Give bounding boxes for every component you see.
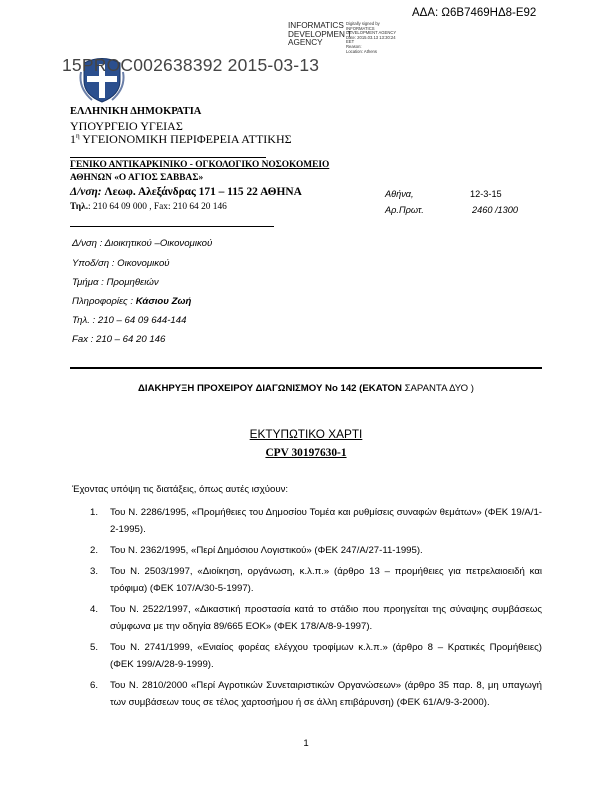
- header-region-number: 1: [70, 132, 76, 146]
- hospital-name-line2: ΑΘΗΝΩΝ «Ο ΑΓΙΟΣ ΣΑΒΒΑΣ»: [70, 173, 204, 183]
- address-value: Λεωφ. Αλεξάνδρας 171 – 115 22 ΑΘΗΝΑ: [104, 186, 302, 198]
- tender-subject: ΕΚΤΥΠΩΤΙΚΟ ΧΑΡΤΙ: [249, 427, 363, 441]
- hospital-address: [70, 186, 302, 198]
- list-item-number: 4.: [90, 604, 99, 615]
- tender-title-tail: ΣΑΡΑΝΤΑ ΔΥΟ ): [404, 383, 474, 394]
- document-date: 12-3-15: [470, 189, 502, 199]
- list-item: [72, 542, 542, 559]
- signature-agency: INFORMATICS DEVELOPMEN T AGENCY: [288, 21, 352, 48]
- list-item-text: Του Ν. 2522/1997, «Δικαστική προστασία κατά το στάδιο που προηγείται της σύναψης συμβάσεως σύμφωνα με την οδηγία 89/665 ΕΟΚ» (ΦΕΚ 178/Α/8-9-1997).: [110, 604, 542, 632]
- signature-meta-line: DEVELOPMENT AGENCY: [346, 30, 397, 36]
- signature-meta-line: Date: 2015.03.13 13:30:24: [346, 34, 396, 40]
- subdirectorate: Υποδ/ση : Οικονομικού: [72, 258, 170, 269]
- tender-cpv: CPV 30197630-1: [265, 447, 347, 459]
- contact-info: [72, 296, 191, 307]
- legal-provisions-list: [72, 504, 542, 715]
- protocol-number: 2460 /1300: [472, 205, 518, 215]
- list-item: [72, 639, 542, 673]
- signature-meta-line: EET: [346, 39, 355, 45]
- header-divider: [70, 226, 274, 227]
- list-item-number: 6.: [90, 680, 99, 691]
- contact-name: Κάσιου Ζωή: [135, 296, 192, 307]
- page-number: 1: [303, 738, 309, 749]
- header-region-sup: η: [76, 132, 80, 140]
- list-item-text: Του Ν. 2286/1995, «Προμήθειες του Δημοσίου Τομέα και ρυθμίσεις συναφών θεμάτων» (ΦΕΚ 19/Α/1-2-1995).: [110, 507, 542, 535]
- list-item: [72, 563, 542, 597]
- header-region-name: ΥΓΕΙΟΝΟΜΙΚΗ ΠΕΡΙΦΕΡΕΙΑ ΑΤΤΙΚΗΣ: [82, 132, 292, 146]
- list-item: [72, 504, 542, 538]
- header-ministry: ΥΠΟΥΡΓΕΙΟ ΥΓΕΙΑΣ: [70, 119, 183, 133]
- intro-text: Έχοντας υπόψη τις διατάξεις, όπως αυτές ισχύουν:: [72, 484, 289, 495]
- contact-fax: Fax : 210 – 64 20 146: [72, 334, 166, 345]
- header-divider: [70, 157, 266, 158]
- address-label: Δ/νση:: [70, 186, 102, 198]
- hospital-name-line1: ΓΕΝΙΚΟ ΑΝΤΙΚΑΡΚΙΝΙΚΟ - ΟΓΚΟΛΟΓΙΚΟ ΝΟΣΟΚΟΜΕΙΟ: [70, 160, 330, 170]
- list-item-number: 2.: [90, 545, 99, 556]
- tender-title-main: ΔΙΑΚΗΡΥΞΗ ΠΡΟΧΕΙΡΟΥ ΔΙΑΓΩΝΙΣΜΟΥ Νο 142 (ΕΚΑΤΟΝ: [138, 383, 402, 394]
- contact-label: Πληροφορίες :: [72, 296, 134, 307]
- phone-value: : 210 64 09 000 , Fax: 210 64 20 146: [88, 202, 227, 212]
- list-item-number: 3.: [90, 566, 99, 577]
- signature-meta-line: Reason:: [346, 43, 362, 49]
- list-item-text: Του Ν. 2741/1999, «Ενιαίος φορέας ελέγχου τροφίμων κ.λ.π.» (άρθρο 8 – Κρατικές Προμήθειες) (ΦΕΚ 199/Α/28-9-1999).: [110, 642, 542, 670]
- tender-title: [0, 383, 612, 394]
- phone-label: Τηλ.: [70, 202, 89, 212]
- list-item-text: Του Ν. 2362/1995, «Περί Δημόσιου Λογιστικού» (ΦΕΚ 247/Α/27-11-1995).: [110, 545, 423, 556]
- signature-meta: [346, 22, 406, 54]
- signature-meta-line: Location: Athens: [346, 48, 377, 54]
- signature-meta-line: Digitally signed by INFORMATICS: [346, 21, 380, 31]
- directorate: Δ/νση : Διοικητικού –Οικονομικού: [72, 238, 213, 249]
- protocol-label: Αρ.Πρωτ.: [385, 205, 424, 215]
- header-republic: ΕΛΛΗΝΙΚΗ ΔΗΜΟΚΡΑΤΙΑ: [70, 106, 202, 117]
- department: Τμήμα : Προμηθειών: [72, 277, 159, 288]
- header-region: [70, 132, 292, 147]
- list-item: [72, 677, 542, 711]
- city-label: Αθήνα,: [385, 189, 414, 199]
- list-item-number: 1.: [90, 507, 99, 518]
- ada-code: ΑΔΑ: Ω6Β7469ΗΔ8-Ε92: [412, 7, 537, 19]
- protocol-stamp: 15PROC002638392 2015-03-13: [62, 55, 320, 75]
- list-item-text: Του Ν. 2810/2000 «Περί Αγροτικών Συνεταιριστικών Οργανώσεων» (άρθρο 35 παρ. 8, μη υπαγωγή των συμβάσεων τους σε τέλος χαρτοσήμου ή σε άλλη επιβάρυνση) (ΦΕΚ 61/Α/9-3-2000).: [110, 680, 542, 708]
- list-item: [72, 601, 542, 635]
- list-item-text: Του Ν. 2503/1997, «Διοίκηση, οργάνωση, κ.λ.π.» (άρθρο 13 – προμήθειες για πετρελαιοειδή και τρόφιμα) (ΦΕΚ 107/Α/30-5-1997).: [110, 566, 542, 594]
- hospital-phone: [70, 202, 227, 212]
- list-item-number: 5.: [90, 642, 99, 653]
- contact-phone: Τηλ. : 210 – 64 09 644-144: [72, 315, 187, 326]
- section-divider: [70, 367, 542, 369]
